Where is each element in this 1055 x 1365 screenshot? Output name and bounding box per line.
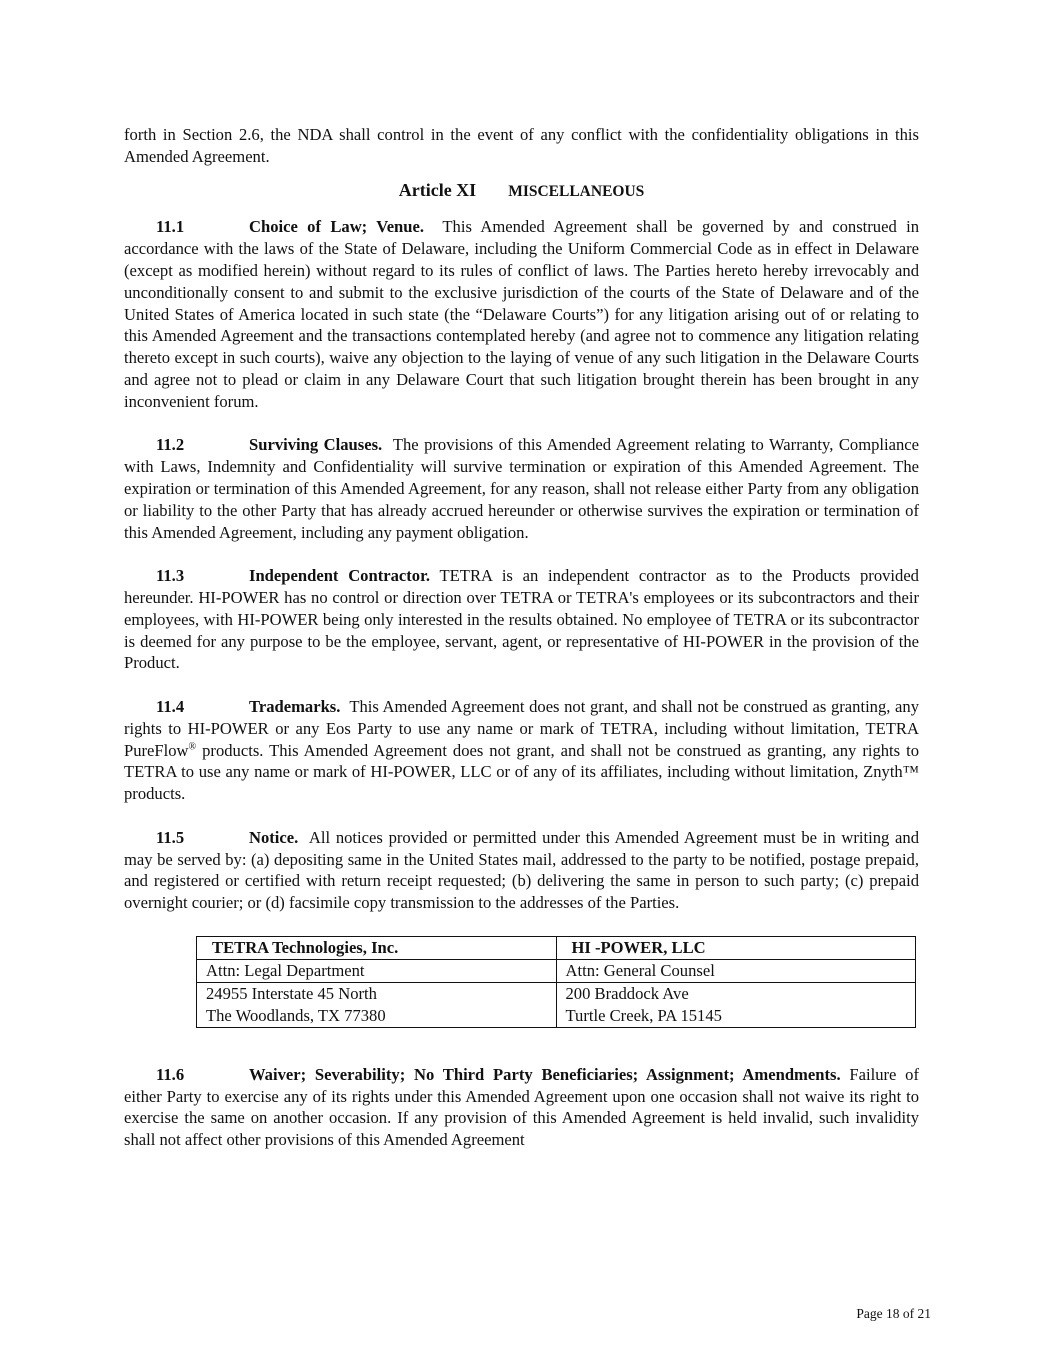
section-title: Independent Contractor. <box>249 566 431 586</box>
section-number: 11.6 <box>156 1064 185 1084</box>
section-11-3 <box>124 565 919 674</box>
section-title: Trademarks. <box>249 696 341 716</box>
tetra-address-line2: The Woodlands, TX 77380 <box>206 1005 386 1025</box>
section-text-a: This Amended Agreement does not grant, and shall not be construed as granting, any rights to HI-POWER or any Eos Party to use any name or mark of TETRA, including without limitation, TETRA PureFlow <box>124 696 919 760</box>
section-11-2 <box>124 434 919 543</box>
section-text-b: products. This Amended Agreement does not grant, and shall not be construed as granting, any rights to TETRA to use any name or mark of HI-POWER, LLC or of any of its affiliates, including without limitation, Znyth™ products. <box>124 740 919 804</box>
table-row <box>197 936 916 959</box>
registered-mark: ® <box>188 740 197 752</box>
section-text: This Amended Agreement shall be governed by and construed in accordance with the laws of the State of Delaware, including the Uniform Commercial Code as in effect in Delaware (except as modified herein) without regard to its rules of conflict of laws. The Parties hereto hereby irrevocably and unconditionally consent to and submit to the exclusive jurisdiction of the courts of the State of Delaware and of the United States of America located in such state (the “Delaware Courts”) for any litigation arising out of or relating to this Amended Agreement and the transactions contemplated hereby (and agree not to commence any litigation relating thereto except in such courts), waive any objection to the laying of venue of any such litigation in the Delaware Courts and agree not to plead or claim in any Delaware Court that such litigation brought therein has been brought in any inconvenient forum. <box>124 217 920 411</box>
hipower-address-line1: 200 Braddock Ave <box>565 983 689 1003</box>
section-number: 11.1 <box>156 217 185 237</box>
table-row <box>197 982 916 1027</box>
section-title: Choice of Law; Venue. <box>249 217 425 237</box>
hipower-attn-cell: Attn: General Counsel <box>556 959 916 982</box>
article-title: MISCELLANEOUS <box>508 182 645 200</box>
section-number: 11.2 <box>156 435 185 455</box>
section-number: 11.3 <box>156 566 185 586</box>
tetra-address-cell <box>197 982 557 1027</box>
hipower-address-line2: Turtle Creek, PA 15145 <box>565 1005 722 1025</box>
tetra-name-cell: TETRA Technologies, Inc. <box>197 936 557 959</box>
section-number: 11.4 <box>156 696 185 716</box>
hipower-address-cell <box>556 982 916 1027</box>
table-row <box>197 959 916 982</box>
section-11-1 <box>124 216 919 412</box>
section-text: TETRA is an independent contractor as to the Products provided hereunder. HI-POWER has no control or direction over TETRA or TETRA's employees or its subcontractors and their employees, with HI-POWER being only interested in the results obtained. No employee of TETRA or its subcontractor is deemed for any purpose to be the employee, servant, agent, or representative of HI-POWER in the provision of the Product. <box>124 566 919 673</box>
document-page <box>124 124 919 1151</box>
hipower-name-cell: HI -POWER, LLC <box>556 936 916 959</box>
section-title: Surviving Clauses. <box>249 435 383 455</box>
section-11-6 <box>124 1064 919 1151</box>
section-text: The provisions of this Amended Agreement relating to Warranty, Compliance with Laws, Indemnity and Confidentiality will survive termination or expiration of this Amended Agreement. The expiration or termination of this Amended Agreement, for any reason, shall not release either Party from any obligation or liability to the other Party that has already accrued hereunder or otherwise survives the expiration or termination of this Amended Agreement, including any payment obligation. <box>124 435 920 542</box>
section-title: Notice. <box>249 827 299 847</box>
section-number: 11.5 <box>156 827 185 847</box>
intro-paragraph: forth in Section 2.6, the NDA shall control in the event of any conflict with the confidentiality obligations in this Amended Agreement. <box>124 125 919 166</box>
tetra-attn-cell: Attn: Legal Department <box>197 959 557 982</box>
section-11-4 <box>124 696 919 805</box>
page-number: Page 18 of 21 <box>856 1306 931 1321</box>
section-text: All notices provided or permitted under this Amended Agreement must be in writing and may be served by: (a) depositing same in the United States mail, addressed to the party to be notified, postage prepaid, and registered or certified with return receipt requested; (b) delivering the same in person to such party; (c) prepaid overnight courier; or (d) facsimile copy transmission to the addresses of the Parties. <box>124 827 919 913</box>
tetra-address-line1: 24955 Interstate 45 North <box>206 983 377 1003</box>
notice-address-table <box>196 936 916 1028</box>
section-title: Waiver; Severability; No Third Party Beneficiaries; Assignment; Amendments. <box>249 1064 841 1084</box>
section-text: Failure of either Party to exercise any of its rights under this Amended Agreement upon one occasion shall not waive its right to exercise the same on another occasion. If any provision of this Amended Agreement is held invalid, such invalidity shall not affect other provisions of this Amended Agreement <box>124 1064 919 1150</box>
article-heading <box>124 180 919 203</box>
section-11-5 <box>124 827 919 914</box>
article-label: Article XI <box>398 179 477 200</box>
